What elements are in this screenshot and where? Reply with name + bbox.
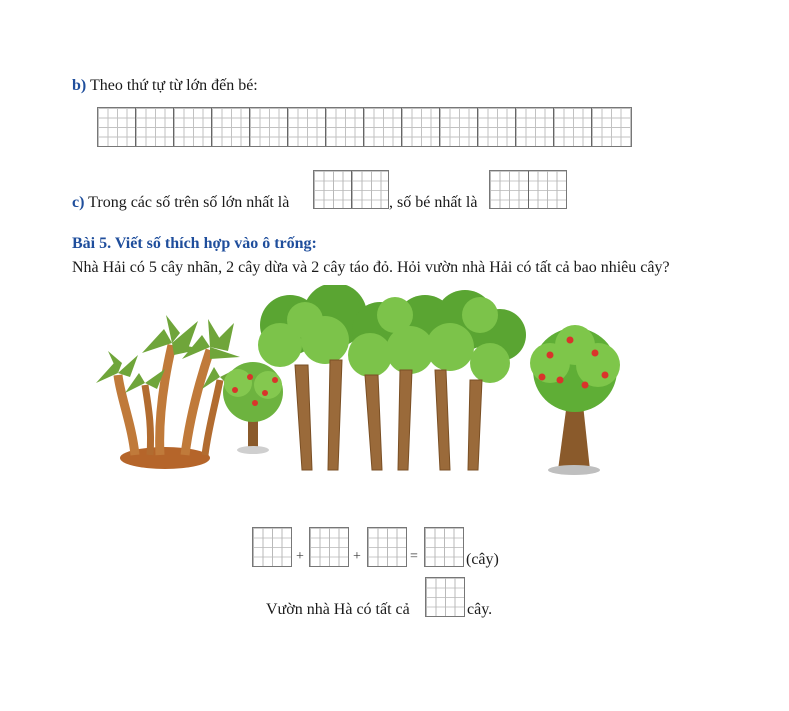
equation-unit: (cây) (466, 551, 499, 568)
equals-sign: = (410, 549, 418, 564)
smallest-number-box[interactable] (489, 170, 567, 209)
answer-box[interactable] (425, 577, 465, 617)
part-c-text-middle: , số bé nhất là (389, 194, 478, 211)
longan-trees-icon (258, 285, 526, 470)
equation-box-3[interactable] (367, 527, 407, 567)
answer-text-after: cây. (467, 601, 493, 618)
equation-box-1[interactable] (252, 527, 292, 567)
exercise-5-problem: Nhà Hải có 5 cây nhãn, 2 cây dừa và 2 cây táo đỏ. Hỏi vườn nhà Hải có tất cả bao nhiêu cây? (72, 259, 670, 276)
coconut-trees-icon (96, 315, 240, 469)
ordering-answer-grid[interactable] (97, 107, 632, 147)
part-b-label: b) (72, 77, 87, 94)
largest-number-box[interactable] (313, 170, 389, 209)
part-b-text: Theo thứ tự từ lớn đến bé: (89, 77, 258, 94)
part-b-line (72, 76, 258, 96)
equation-box-2[interactable] (309, 527, 349, 567)
part-c-label: c) (72, 194, 85, 211)
small-apple-tree-icon (223, 362, 283, 454)
plus-sign-1: + (296, 549, 304, 564)
trees-illustration (90, 285, 650, 485)
equation-result-box[interactable] (424, 527, 464, 567)
plus-sign-2: + (353, 549, 361, 564)
exercise-5-title: Bài 5. Viết số thích hợp vào ô trống: (72, 235, 317, 252)
big-apple-tree-icon (530, 325, 620, 475)
part-c-line (72, 193, 289, 213)
answer-text-before: Vườn nhà Hà có tất cả (266, 601, 410, 618)
part-c-text-before: Trong các số trên số lớn nhất là (88, 194, 290, 211)
